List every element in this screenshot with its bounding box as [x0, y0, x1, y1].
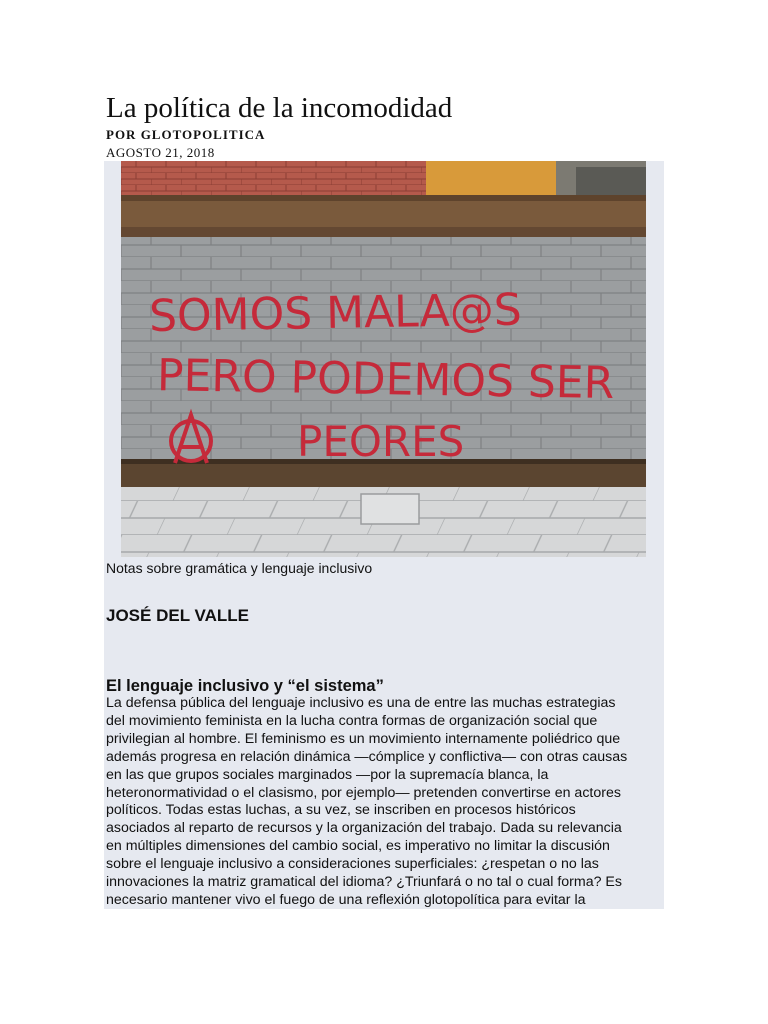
photo-caption: Notas sobre gramática y lenguaje inclusivo — [106, 560, 373, 576]
graffiti-line-1: SOMOS MALA@S — [148, 284, 523, 343]
body-line: en múltiples dimensiones del cambio social, es imperativo no limitar la discusión — [106, 838, 610, 855]
article-byline: POR GLOTOPOLITICA — [106, 127, 266, 142]
body-line: del movimiento feminista en la lucha contra formas de organización social que — [106, 712, 598, 729]
body-line: privilegian al hombre. El feminismo es un movimiento internamente poliédrico que — [106, 730, 621, 747]
graffiti-line-3: PEORES — [297, 417, 465, 466]
body-line: necesario mantener vivo el fuego de una reflexión glotopolítica para evitar la — [106, 891, 586, 908]
body-line: asociados al reparto de recursos y la organización del trabajo. Dada su relevancia — [106, 820, 622, 837]
article-date: AGOSTO 21, 2018 — [106, 145, 215, 160]
section-heading: El lenguaje inclusivo y “el sistema” — [106, 677, 384, 695]
body-line: heteronormatividad o el clasismo, por ejemplo— pretenden convertirse en actores — [106, 784, 621, 801]
graffiti-line-2: PERO PODEMOS SER — [156, 350, 615, 410]
article-title: La política de la incomodidad — [106, 92, 453, 124]
article-content — [104, 161, 664, 909]
section-body — [106, 695, 627, 910]
body-line: además progresa en relación dinámica —cómplice y conflictiva— con otras causas — [106, 748, 628, 765]
body-line: políticos. Todas estas luchas, a su vez, se inscriben en procesos históricos — [106, 802, 576, 819]
body-line: La defensa pública del lenguaje inclusivo es una de entre las muchas estrategias — [106, 695, 616, 711]
body-line: innovaciones la matriz gramatical del idioma? ¿Triunfará o no tal o cual forma? Es — [106, 874, 622, 891]
body-line: sobre el lenguaje inclusivo a consideraciones superficiales: ¿respetan o no las — [106, 856, 599, 873]
body-line: en las que grupos sociales marginados —por la supremacía blanca, la — [106, 766, 549, 783]
author-name: JOSÉ DEL VALLE — [106, 606, 249, 625]
graffiti-photo — [121, 161, 646, 557]
